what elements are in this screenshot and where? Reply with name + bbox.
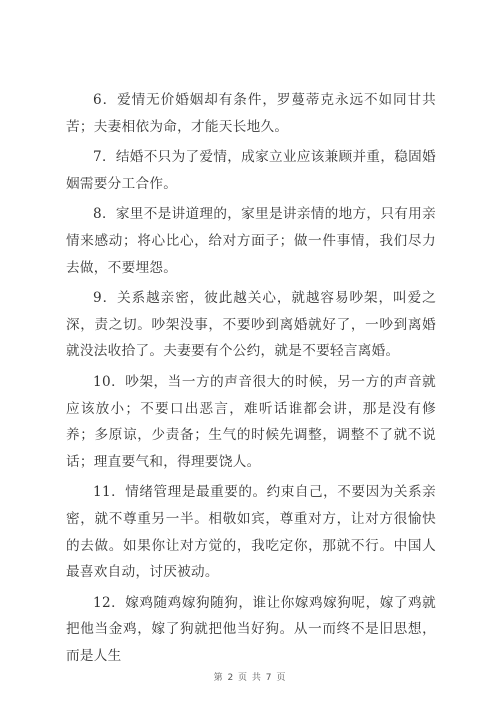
paragraph-10: 10．吵架，当一方的声音很大的时候，另一方的声音就应该放小；不要口出恶言，难听话谁都会讲，那是没有修养；多原谅，少责备；生气的时候先调整，调整不了就不说话；理直要气和，得理要饶人。 [66,373,436,470]
page-footer: 第 2 页 共 7 页 [213,673,287,683]
paragraph-11: 11．情绪管理是最重要的。约束自己，不要因为关系亲密，就不尊重另一半。相敬如宾，尊重对方，让对方很愉快的去做。如果你让对方觉的，我吃定你，那就不行。中国人最喜欢自动，讨厌被动。 [66,484,436,581]
paragraph-6: 6．爱情无价婚姻却有条件，罗蔓蒂克永远不如同甘共苦；夫妻相依为命，才能天长地久。 [66,92,436,135]
paragraph-9: 9．关系越亲密，彼此越关心，就越容易吵架，叫爱之深，责之切。吵架没事，不要吵到离婚就好了，一吵到离婚就没法收拾了。夫妻要有个公约，就是不要轻言离婚。 [66,290,436,360]
paragraph-8: 8．家里不是讲道理的，家里是讲亲情的地方，只有用亲情来感动；将心比心，给对方面子；做一件事情，我们尽力去做，不要埋怨。 [66,206,436,276]
page-body [66,87,436,673]
paragraph-7: 7．结婚不只为了爱情，成家立业应该兼顾并重，稳固婚姻需要分工合作。 [66,149,436,192]
paragraph-12: 12．嫁鸡随鸡嫁狗随狗，谁让你嫁鸡嫁狗呢，嫁了鸡就把他当金鸡，嫁了狗就把他当好狗。从一而终不是旧思想，而是人生 [66,594,436,664]
